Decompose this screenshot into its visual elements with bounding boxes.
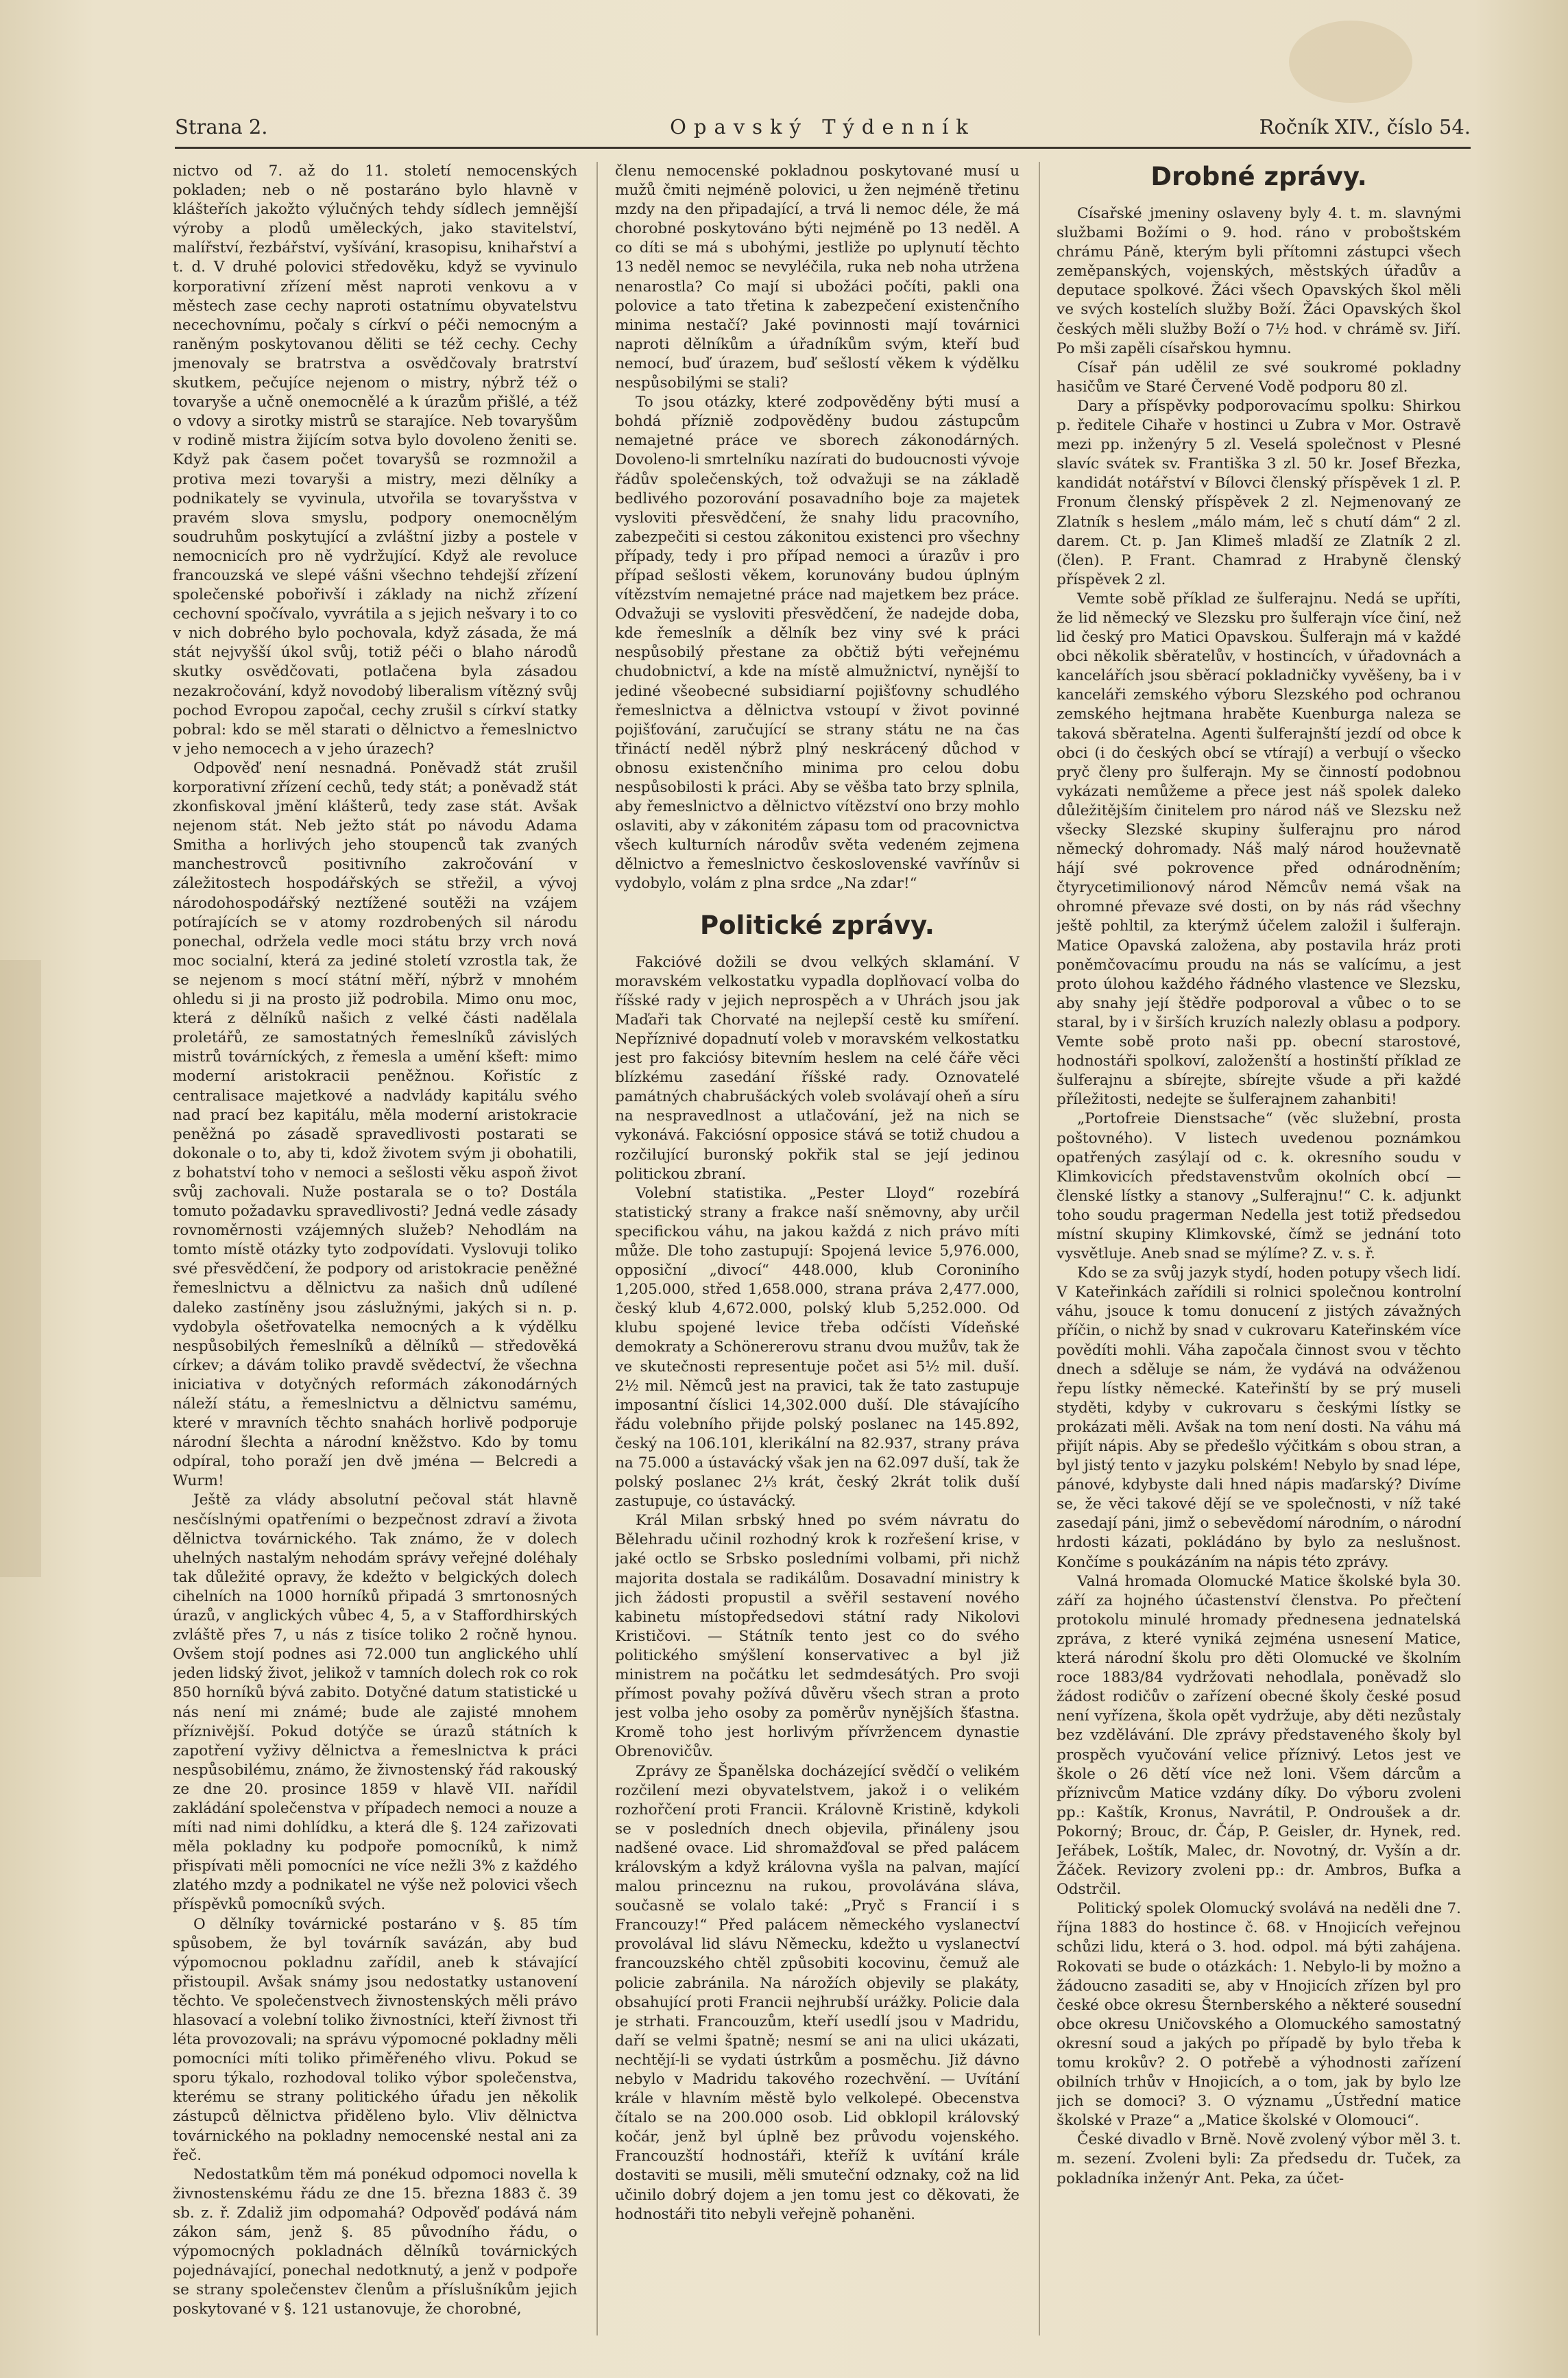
paper-stain [1289, 21, 1412, 103]
paragraph: To jsou otázky, které zodpověděny býti musí a bohdá přízniě zodpověděny budou zástupcům nemajetné práce ve sborech zákonodárných. Dovoleno-li smrtelníku nazírati do budoucnosti vývoje řádův společenských, tož odvažuji se na základě bedlivého pozorování posavadního boje za majetek vysloviti přesvědčení, že snahy lidu pracovního, zabezpečiti si cestou zákonitou existenci pro všechny případy, tedy i pro případ nemoci a úrazův i pro případ sešlosti věkem, korunovány budou úplným vítězstvím nemajetné práce nad majetkem bez práce. Odvažuji se vysloviti přesvědčení, že nadejde doba, kde řemeslník a dělník bez viny své k práci nespůsobilý přestane za občtiž býti veřejnému chudobnictví, a kde na místě almužnictví, nynější to jediné všeobecné subsidiarní pojišťovny schudlého řemeslnictva a dělnictva vstoupí v život povinné pojišťování, zaručující se strany státu ne na čas třináctí neděl nýbrž plný neskrácený důchod v obnosu existenčního minima pro celou dobu nespůsobilosti k práci. Aby se věšba tato brzy splnila, aby řemeslnictvo a dělnictvo vítězství ono brzy mohlo oslaviti, aby v zákonitém zápasu tom od pracovnictva všech kulturních národův světa vedeném zejmena dělnictvo a řemeslnictvo československé vavřínův si vydobylo, volám z plna srdce „Na zdar!“ [615, 394, 1020, 893]
column-divider [1039, 162, 1040, 2335]
newspaper-title: Opavský Týdenník [670, 115, 976, 139]
section-heading-politics: Politické zprávy. [700, 910, 934, 940]
article-sulferajn: Vemte sobě příklad ze šulferajnu. Nedá se upříti, že lid německý ve Slezsku pro šulferajn více činí, než lid český pro Matici Opavskou. Šulferajn má v každé obci několik sběratelův, v hostincích, v úřadovnách a kancelářích jsou sběrací pokladničky vyvěšeny, ba i v kanceláři zemského výboru Slezského pod ochranou zemského hejtmana hraběte Kuenburga naleza se taková sběratelna. Agenti šulferajnští jezdí od obce k obci (i do českých obcí se vtírají) a verbují o všecko pryč členy pro šulferajn. My se činností podobnou vykázati nemůžeme a přece jest náš spolek daleko důležitějším činitelem pro národ náš ve Slezsku než všecky Slezské skupiny šulferajnu pro národ německý dohromady. Náš malý národ houževnatě hájí své pokrovence před odnárodněním; čtyrycetimilionový národ Němcův nemá však na ohromné převaze své dosti, on by nás rád všechny ještě pohltil, za kterýmž účelem založil i šulferajn. Matice Opavská založena, aby postavila hráz proti poněmčovacímu proudu na nás se valícímu, a jest proto úlohou každého řádného vlastence ve Slezsku, aby snahy její štědře podporoval a vůbec o to se staral, by i v širších kruzích nalezly oblasu a podpory. Vemte sobě proto naši pp. obecní starostové, hodnostáři spolkoví, založenští a hostinští příklad ze šulferajnu a sbírejte, sbírejte všude a při každé příležitosti, nedejte se šulferajnem zahanbiti! [1057, 590, 1461, 1109]
issue-number: Ročník XIV., číslo 54. [1259, 115, 1471, 139]
article-portofreie: „Portofreie Dienstsache“ (věc služební, prosta poštovného). V listech uvedenou poznámkou opatřených zasýlají od c. k. okresního soudu v Klimkovicích představenstvům okolních obcí — členské lístky a stanovy „Sulferajnu!“ C. k. adjunkt toho soudu pragerman Nedella jest totiž předsedou místní skupiny Klimkovské, čímž se jednání toto vysvětluje. Aneb snad se mýlíme? Z. v. s. ř. [1057, 1110, 1461, 1263]
header-rule [175, 147, 1471, 149]
paragraph: O dělníky továrnické postaráno v §. 85 tím spůsobem, že byl továrník savázán, aby bud výpomocnou pokladnu zařídil, aneb k stávající přistoupil. Avšak snámy jsou nedostatky ustanovení těchto. Ve společenstvech živnostenských měli právo hlasovací a volební toliko živnostníci, kteří živnost tři léta provozovali; na správu výpomocné pokladny měli pomocníci míti toliko přiměřeného vlivu. Pokud se sporu týkalo, rozhodoval toliko výbor společenstva, kterému se strany politického úřadu jen několik zástupců dělnictva přiděleno bylo. Vliv dělnictva továrnického na pokladny nemocenské nestal ani za řeč. [173, 1915, 577, 2164]
column-divider [596, 162, 598, 2335]
article-fakciove: Fakcióvé dožili se dvou velkých sklamání. V moravském velkostatku vypadla doplňovací volba do říšské rady v jejich neprospěch a v Uhrách jsou jak Maďaři tak Chorvaté na nejlepší cestě ku smíření. Nepříznivé dopadnutí voleb v moravském velkostatku jest pro fakciósy bitevním heslem na celé čáře věci blízkému zasedání říšské rady. Oznovatelé památných chabrušáckých voleb svolávají oheň a síru na nespravedlnost a utlačování, jež na nich se vykonává. Fakciósní opposice stává se totiž chudou a rozčilující buronský pokřik stal se její jedinou politickou zbraní. [615, 953, 1020, 1183]
page-number: Strana 2. [175, 115, 268, 139]
article-cisarske-jmeniny: Císařské jmeniny oslaveny byly 4. t. m. slavnými službami Božími o 9. hod. ráno v proboštském chrámu Páně, kterým byli přítomni zástupci všech zeměpanských, vojenských, městských úřadův a deputace spolkové. Žáci všech Opavských škol měli ve svých kostelích služby Boží. Žáci Opavských škol českých měli služby Boží o 7½ hod. v chrámě sv. Jiří. Po mši zapěli císařskou hymnu. [1057, 205, 1461, 357]
article-volebni-statistika: Volební statistika. „Pester Lloyd“ rozebírá statistický strany a frakce naší sněmovny, aby určil specifickou váhu, na jakou každá z nich právo míti může. Dle toho zastupují: Spojená levice 5,976.000, opposiční „divocí“ 448.000, klub Coroniního 1,205.000, střed 1,658.000, strana práva 2,477.000, český klub 4,672.000, polský klub 5,252.000. Od klubu spojené levice třeba odčísti Vídeňské demokraty a Schönererovu stranu dvou mužův, tak že ve skutečnosti representuje počet asi 5½ mil. duší. 2½ mil. Němců jest na pravici, tak že tato zastupuje imposantní číslici 14,302.000 duší. Dle stávajícího řádu volebního přijde polský poslanec na 145.892, český na 106.101, klerikální na 82.937, strany práva na 75.000 a ústavácký však jen na 62.097 duší, tak že polský poslanec 2⅓ krát, český 2krát tolik duší zastupuje, co ústavácký. [615, 1184, 1020, 1511]
page-header [175, 115, 1471, 144]
section-heading-short-news: Drobné zprávy. [1150, 162, 1367, 191]
column-2 [615, 162, 1020, 2356]
paragraph: Nedostatkům těm má ponékud odpomoci novella k živnostenskému řádu ze dne 15. března 1883 č. 39 sb. z. ř. Zdaliž jim odpomahá? Odpověď podává nám zákon sám, jenž §. 85 původního řádu, o výpomocných pokladnách dělníků továrnických pojednávající, ponechal nedotknutý, a jenž v podpoře se strany společenstev členům a příslušníkům jejich poskytované v §. 121 ustanovuje, že chorobné, [173, 2165, 577, 2318]
paragraph: nictvo od 7. až do 11. století nemocenských pokladen; neb o ně postaráno bylo hlavně v klášteřích jakožto výlučných tehdy sídlech jemnější výroby a plodů uměleckých, jako stavitelství, malířství, řezbářství, vyšívání, krasopisu, knihařství a t. d. V druhé polovici středověku, když se vyvinulo korporativní zřízení měst naproti venkovu a v městech zase cechy naproti ostatnímu obyvatelstvu necechovnímu, počaly s církví o péči nemocným a raněným poskytovanou děliti se též cechy. Cechy jmenovaly se bratrstva a osvědčovaly bratrství skutkem, pečujíce nejenom o mistry, nýbrž též o tovaryše a učně onemocnělé a k úrazům přišlé, a též o vdovy a sirotky mistrů se starajíce. Neb tovaryšům v rodině mistra žijícím sotva bylo dovoleno ženiti se. Když pak časem počet tovaryšů se rozmnožil a protiva mezi tovaryši a mistry, mezi dělníky a podnikately se vyvinula, utvořila se tovaryšstva v pravém slova smyslu, podpory onemocnělým soudruhům poskytující a zvláštní jizby a postele v nemocnicích pro ně vydržující. Když ale revoluce francouzská ve slepé vášni všechno tehdejší zřízení společenské pobořivší i základy na nichž zřízení cechovní spočívalo, vyvrátila a s jejich nešvary i to co v nich dobrého bylo pochovala, když zásada, že má stát nejvyšší úkol svůj, totiž péči o blaho národů skutky osvědčovati, potlačena byla zásadou nezakročování, když novodobý liberalism vítězný svůj pochod Evropou započal, cechy zrušil s církví statky pobral: kdo se měl starati o dělnictvo a řemeslnictvo v jeho nemocech a v jeho úrazech? [173, 163, 577, 758]
article-kdo-se-stydi: Kdo se za svůj jazyk stydí, hoden potupy všech lidí. V Kateřinkách zařídili si rolnici společnou kontrolní váhu, jsouce k tomu donucení z jistých závažných příčin, o nichž by snad v cukrovaru Kateřinském více povědíti mohli. Váha započala činnost svou v těchto dnech a sděluje se nám, že vydává na odváženou řepu lístky německé. Kateřinští by se prý museli styděti, kdyby v cukrovaru s českými lístky se prokázati měli. Avšak na tom není dosti. Na váhu má přijít nápis. Aby se předešlo výčitkám s obou stran, a byl jistý tento v jazyku polském! Nebylo by snad lépe, pánové, kdybyste dali hned nápis maďarský? Divíme se, že věci takové dějí se ve společnosti, v níž také zasedají páni, jimž o sebevědomí národním, o národní hrdosti kázati, pokládáno by bylo za neslušnost. Končíme s poukázáním na nápis této zprávy. [1057, 1264, 1461, 1571]
column-3 [1057, 162, 1461, 2356]
article-ceske-divadlo: České divadlo v Brně. Nově zvolený výbor měl 3. t. m. sezení. Zvoleni byli: Za předsedu dr. Tuček, za pokladníka inženýr Ant. Peka, za účet- [1057, 2131, 1461, 2187]
paragraph: členu nemocenské pokladnou poskytované musí u mužů čmiti nejméně polovici, u žen nejméně třetinu mzdy na den připadající, a trvá li nemoc déle, že má chorobné poskytováno býti nejméně po 13 neděl. A co díti se má s ubohými, jestliže po uplynutí těchto 13 neděl nemoc se nevyléčila, ruka neb noha utržena nenarostla? Co mají si ubožáci počíti, pakli ona polovice a tato třetina k zabezpečení existenčního minima nestačí? Jaké povinnosti mají továrnici naproti dělníkům a úřadníkům svým, kteří buď nemocí, buď úrazem, buď sešlostí věkem k výdělku nespůsobilými se stali? [615, 163, 1020, 392]
column-1 [173, 162, 577, 2356]
paragraph: Odpověď není nesnadná. Poněvadž stát zrušil korporativní zřízení cechů, tedy stát; a poněvadž stát zkonfiskoval jmění klášterů, tedy zase stát. Avšak nejenom stát. Neb ježto stát po návodu Adama Smitha a horlivých jeho stoupenců tak zvaných manchestrovců positivního zakročování v záležitostech hospodářských se střežil, a vývoj národohospodářský neztížené soutěži na vzájem potírajících se v atomy rozdrobených sil národu ponechal, održela vedle moci státu brzy vrch nová moc socialní, která za jediné století vzrostla tak, že se nejenom s mocí státní měří, nýbrž v mnohém ohledu si ji na prosto již podrobila. Mimo onu moc, která z dělníků našich z velké části nadělala proletářů, ze samostatných řemeslníků závislých mistrů továrníckých, z řemesla a umění kšeft: mimo moderní aristokracii peněžnou. Kořistíc z centralisace majetkové a nadvlády kapitálu svého nad prací bez kapitálu, měla moderní aristokracie peněžná po zásadě spravedlivosti postarati se dokonale o to, aby ti, kdož životem svým ji obohatili, z bohatství toho v nemoci a sešlosti věku aspoň život svůj zachovali. Nuže postarala se o to? Dostála tomuto požadavku spravedlivosti? Jedná vedle zásady rovnoměrnosti vzájemných služeb? Nehodlám na tomto místě otázky tyto zodpovídati. Vyslovuji toliko své přesvědčení, že podpory od aristokracie peněžné řemeslnictvu a dělnictvu za našich dnů udílené daleko zastíněny jsou záslužnými, jakých si n. p. vydobyla ošetřovatelka nemocných a k výdělku nespůsobilých řemeslníků a dělníků — středověká církev; a dávám toliko pravdě svědectví, že všechna iniciativa v dotyčných reformách zákonodárných náleží státu, a řemeslnictvu a dělnictvu samému, které v mravních těchto snahách horlivě podporuje národní šlechta a národní kněžstvo. Kdo by tomu odpíral, toho poraží jen dvě jména — Belcredi a Wurm! [173, 759, 577, 1490]
paragraph: Ještě za vlády absolutní pečoval stát hlavně nesčíslnými opatřeními o bezpečnost zdraví a života dělnictva továrnického. Tak známo, že v dolech uhelných nastalým nehodám správy veřejné doléhaly tak důležité opravy, že kdežto v belgických dolech cihelních na 1000 horníků připadá 3 smrtonosných úrazů, v anglických vůbec 4, 5, a v Staffordhirských zvláště přes 7, u nás z tisíce toliko 2 ročně hynou. Ovšem stojí podnes asi 72.000 tun anglického uhlí jeden lidský život, jelikož v tamních dolech rok co rok 850 horníků bývá zabito. Dotyčné datum statistické u nás není mi známé; bude ale zajisté mnohem příznivější. Pokud dotýče se úrazů státních k zapotření vyživy dělnictva a řemeslnictva k práci nespůsobilému, známo, že živnostenský řád rakouský ze dne 20. prosince 1859 v hlavě VII. nařídil zakládání společenstva v případech nemoci a nouze a míti nad nimi dohlídku, a která dle §. 124 zařizovati měla pokladny ku podpoře pomocníků, k nimž přispívati měli pomocníci ne více nežli 3% z každého zlatého mzdy a podnikatel ne výše než polovici všech příspěvků pomocníků svých. [173, 1491, 577, 1914]
article-valna-hromada: Valná hromada Olomucké Matice školské byla 30. září za hojného účastenství členstva. Po přečtení protokolu minulé hromady přednesena jednatelská zpráva, z které vyniká zejména usnesení Matice, která národní školu pro děti Olomucké ve školním roce 1883/84 vydržovati nehodlala, poněvadž slo žádost rodičův o zařízení obecné školy české posud není vyřízena, škola opět vydržuje, aby děti nezůstaly bez vzdělávání. Dle zprávy představeného školy byl prospěch vyučování velice příznivý. Letos jest ve škole o 26 dětí více než loni. Všem dárcům a příznivcům Matice vzdány díky. Do výboru zvoleni pp.: Kaštík, Kronus, Navrátil, P. Ondroušek a dr. Pokorný; Brouc, dr. Čáp, P. Geisler, dr. Hynek, red. Jeřábek, Loštík, Malec, dr. Novotný, dr. Vyšín a dr. Žáček. Revizory zvoleni pp.: dr. Ambros, Bufka a Odstrčil. [1057, 1572, 1461, 1899]
article-spanelsko: Zprávy ze Španělska docházející svědčí o velikém rozčilení mezi obyvatelstvem, jakož i o velikém rozhořčení proti Francii. Královně Kristině, kdykoli se v posledních dnech objevila, přináleny jsou nadšené ovace. Lid shromažďoval se před palácem královským a když královna vyšla na palvan, mající malou princeznu na rukou, provolávána sláva, současně se volalo také: „Pryč s Francií i s Francouzy!“ Před palácem německého vyslanectví provolával lid slávu Německu, kdežto u vyslanectví francouzského chtěl způsobiti kocovinu, čemuž ale policie zabránila. Na nárožích objevily se plakáty, obsahující proti Francii nejhrubší urážky. Policie dala je strhati. Francouzům, kteří usedlí jsou v Madridu, daří se velmi špatně; nesmí se ani na ulici ukázati, nechtějí-li se vydati ústrkům a posměchu. Již dávno nebylo v Madridu takového rozechvění. — Uvítání krále v hlavním městě bylo velkolepé. Obecenstva čítalo se na 200.000 osob. Lid obklopil královský kočár, jenž byl úplně bez průvodu vojenského. Francouzští hodnostáři, kteříž k uvítání krále dostaviti se musili, měli smuteční odznaky, což na lid učinilo dobrý dojem a jen tomu jest co děkovati, že hodnostáři tito nebyli veřejně pohaněni. [615, 1762, 1020, 2223]
article-dary: Dary a příspěvky podporovacímu spolku: Shirkou p. ředitele Cihaře v hostinci u Zubra v Mor. Ostravě mezi pp. inženýry 5 zl. Veselá společnost v Plesné slavíc svátek sv. Františka 3 zl. 50 kr. Josef Březka, kandidát notářství v Bílovci členský příspěvek 1 zl. P. Fronum členský příspěvek 2 zl. Nejmenovaný ze Zlatník s heslem „málo mám, leč s chutí dám“ 2 zl. darem. Ct. p. Jan Klimeš mladší ze Zlatník 2 zl. (člen). P. Frant. Chamrad z Hrabyně členský příspěvek 2 zl. [1057, 397, 1461, 588]
paper-stain [0, 960, 41, 1577]
article-cisar-pan: Císař pán udělil ze své soukromé pokladny hasičům ve Staré Červené Vodě podporu 80 zl. [1057, 359, 1461, 396]
article-politicky-spolek: Politický spolek Olomucký svolává na neděli dne 7. října 1883 do hostince č. 68. v Hnojicích veřejnou schůzi lidu, která o 3. hod. odpol. má býti zahájena. Rokovati se bude o otázkách: 1. Nebylo-li by možno a žádoucno zasaditi se, aby v Hnojicích zřízen byl pro české obce okresu Šternberského a některé sousední obce okresu Uničovského a Olomuckého samostatný okresní soud a jakých po případě by bylo třeba k tomu krokův? 2. O potřebě a výhodnosti zařízení obilních trhův v Hnojicích, a o tom, jak by bylo lze jich se domoci? 3. O významu „Ústřední matice školské v Praze“ a „Matice školské v Olomouci“. [1057, 1900, 1461, 2130]
article-kral-milan: Král Milan srbský hned po svém návratu do Bělehradu učinil rozhodný krok k rozřešení krise, v jaké octlo se Srbsko posledními volbami, při nichž majorita dostala se radikálům. Dosavadní ministry k jich žádosti propustil a svěřil sestavení nového kabinetu místopředsedovi státní rady Nikolovi Krističovi. — Státník tento jest co do svého politického smýšlení konservativec a byl již ministrem na počátku let sedmdesátých. Pro svoji přímost povahy požívá důvěru všech stran a proto jest volba jeho osoby za poměrův nynějších šťastna. Kromě toho jest horlivým přívržencem dynastie Obrenovičův. [615, 1512, 1020, 1761]
